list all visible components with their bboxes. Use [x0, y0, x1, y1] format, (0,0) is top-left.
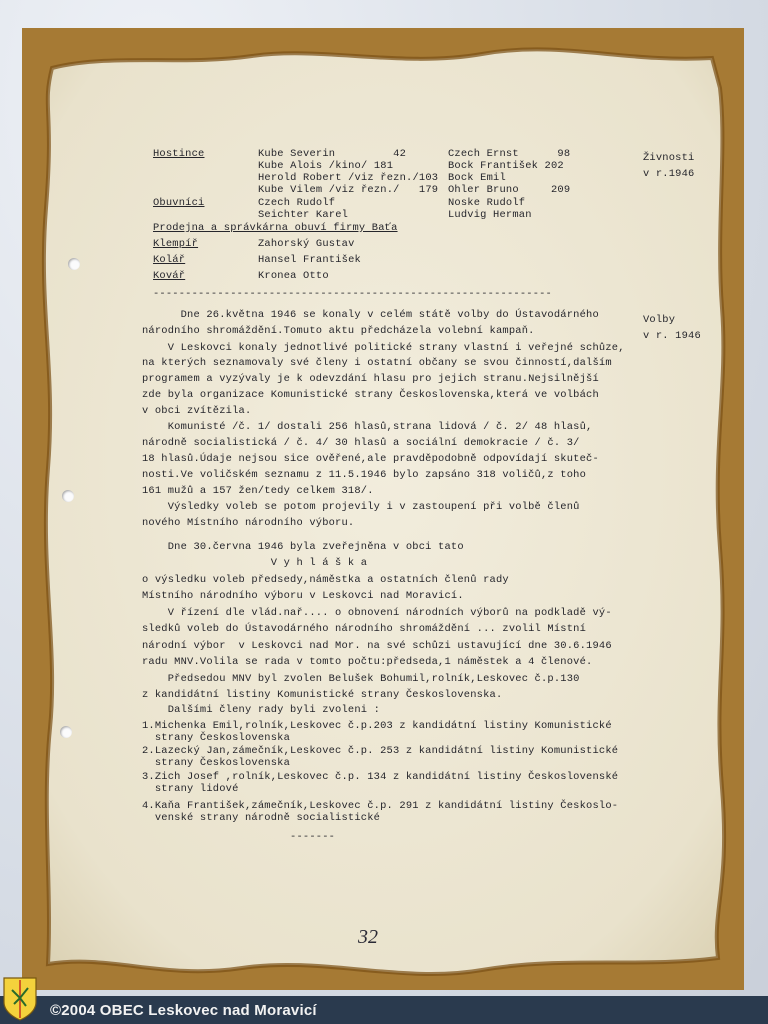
- register-entry-left: Seichter Karel: [258, 209, 349, 221]
- document-line: sledků voleb do Ústavodárného národního shromáždění ... zvolil Místní: [142, 623, 587, 635]
- trade-name: Kronea Otto: [258, 270, 329, 282]
- punch-hole-middle: [62, 490, 74, 502]
- document-line: nového Místního národního výboru.: [142, 517, 355, 529]
- side-note-zivnosti-year: v r.1946: [643, 168, 695, 180]
- page-number: 32: [358, 926, 378, 948]
- document-line: Dne 26.května 1946 se konaly v celém státě volby do Ústavodárného: [142, 309, 599, 321]
- side-note-volby: Volby: [643, 314, 676, 326]
- document-line: Místního národního výboru v Leskovci nad Moravicí.: [142, 590, 464, 602]
- register-entry-left: Czech Rudolf: [258, 197, 336, 209]
- prodejna-heading: Prodejna a správkárna obuví firmy Baťa: [153, 222, 398, 234]
- trade-name: Zahorský Gustav: [258, 238, 355, 250]
- document-line: z kandidátní listiny Komunistické strany Československa.: [142, 689, 503, 701]
- document-line: 4.Kaňa František,zámečník,Leskovec č.p. 291 z kandidátní listiny Českoslo-: [142, 800, 619, 812]
- document-line: národního shromáždění.Tomuto aktu předcházela volební kampaň.: [142, 325, 535, 337]
- document-line: strany Československa: [142, 732, 291, 744]
- document-line: 3.Zich Josef ,rolník,Leskovec č.p. 134 z kandidátní listiny Československé: [142, 771, 619, 783]
- document-line: v obci zvítězila.: [142, 405, 252, 417]
- trade-label: Kolář: [153, 254, 186, 266]
- category-label: Hostince: [153, 148, 205, 160]
- register-entry-right: Ludvig Herman: [448, 209, 532, 221]
- document-line: 161 mužů a 157 žen/tedy celkem 318/.: [142, 485, 374, 497]
- trade-label: Kovář: [153, 270, 186, 282]
- trade-label: Klempíř: [153, 238, 199, 250]
- document-line: Dalšími členy rady byli zvoleni :: [142, 704, 381, 716]
- register-entry-left: Kube Alois /kino/ 181: [258, 160, 394, 172]
- document-line: Komunisté /č. 1/ dostali 256 hlasů,strana lidová / č. 2/ 48 hlasů,: [142, 421, 593, 433]
- document-line: národní výbor v Leskovci nad Mor. na své schůzi ustavující dne 30.6.1946: [142, 640, 612, 652]
- side-note-volby-year: v r. 1946: [643, 330, 701, 342]
- punch-hole-top: [68, 258, 80, 270]
- document-line: 2.Lazecký Jan,zámečník,Leskovec č.p. 253 z kandidátní listiny Komunistické: [142, 745, 619, 757]
- trade-name: Hansel František: [258, 254, 361, 266]
- document-line: 1.Michenka Emil,rolník,Leskovec č.p.203 z kandidátní listiny Komunistické: [142, 720, 612, 732]
- document-line: národně socialistická / č. 4/ 30 hlasů a sociální demokracie / č. 3/: [142, 437, 580, 449]
- register-entry-right: Bock Emil: [448, 172, 506, 184]
- category-label: Obuvníci: [153, 197, 205, 209]
- document-line: nosti.Ve voličském seznamu z 11.5.1946 bylo zapsáno 318 voličů,z toho: [142, 469, 587, 481]
- document-line: venské strany národně socialistické: [142, 812, 381, 824]
- document-line: strany Československa: [142, 757, 291, 769]
- document-line: V Leskovci konaly jednotlivé politické strany vlastní i veřejné schůze,: [142, 342, 625, 354]
- document-line: o výsledku voleb předsedy,náměstka a ostatních členů rady: [142, 574, 509, 586]
- document-line: -------: [142, 831, 336, 843]
- document-line: na kterých seznamovaly své členy i ostatní občany se svou činností,dalším: [142, 357, 612, 369]
- register-entry-right: Ohler Bruno 209: [448, 184, 571, 196]
- register-entry-left: Kube Vilem /viz řezn./ 179: [258, 184, 439, 196]
- document-line: 18 hlasů.Údaje nejsou sice ověřené,ale pravděpodobně odpovídají skuteč-: [142, 453, 599, 465]
- punch-hole-bottom: [60, 726, 72, 738]
- copyright-text: ©2004 OBEC Leskovec nad Moravicí: [50, 1002, 317, 1019]
- side-note-zivnosti: Živnosti: [643, 152, 695, 164]
- document-line: radu MNV.Volila se rada v tomto počtu:předseda,1 náměstek a 4 členové.: [142, 656, 593, 668]
- register-entry-left: Kube Severin 42: [258, 148, 407, 160]
- divider-line: --------------------------------------------------------------: [153, 288, 552, 300]
- village-crest-icon: [2, 976, 38, 1022]
- register-entry-right: Noske Rudolf: [448, 197, 526, 209]
- register-entry-right: Czech Ernst 98: [448, 148, 571, 160]
- document-line: Předsedou MNV byl zvolen Belušek Bohumil,rolník,Leskovec č.p.130: [142, 673, 580, 685]
- document-line: V řízení dle vlád.nař.... o obnovení národních výborů na podkladě vý-: [142, 607, 612, 619]
- document-line: programem a vyzývaly je k odevzdání hlasu pro jejich stranu.Nejsilnější: [142, 373, 599, 385]
- document-line: strany lidové: [142, 783, 239, 795]
- document-line: Výsledky voleb se potom projevily i v zastoupení při volbě členů: [142, 501, 580, 513]
- document-line: zde byla organizace Komunistické strany Československa,která ve volbách: [142, 389, 599, 401]
- document-line: Dne 30.června 1946 byla zveřejněna v obci tato: [142, 541, 464, 553]
- document-line: V y h l á š k a: [142, 557, 368, 569]
- register-entry-right: Bock František 202: [448, 160, 564, 172]
- register-entry-left: Herold Robert /viz řezn./103: [258, 172, 439, 184]
